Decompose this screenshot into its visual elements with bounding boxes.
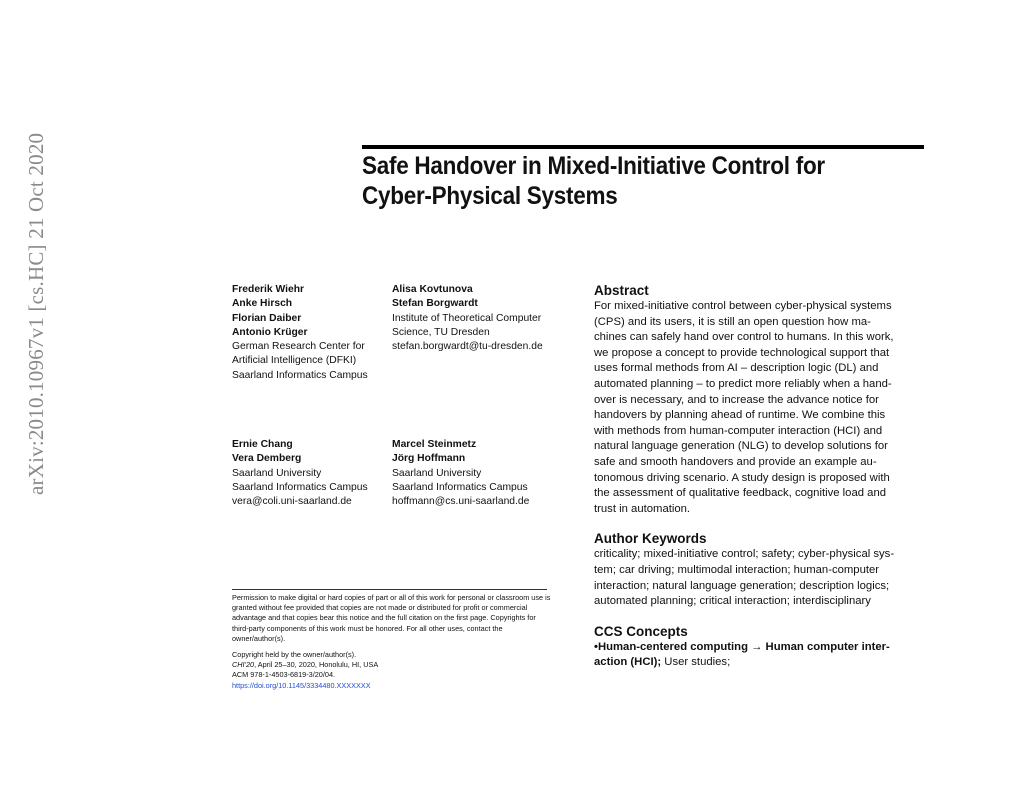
abstract-body bbox=[594, 299, 912, 517]
keywords-line: criticality; mixed-initiative control; safety; cyber-physical sys- bbox=[594, 548, 895, 561]
venue-line bbox=[232, 660, 552, 670]
venue-name: CHI'20 bbox=[232, 660, 255, 670]
keywords-heading: Author Keywords bbox=[594, 531, 707, 547]
author-block-dfki bbox=[232, 283, 368, 383]
acm-line: ACM 978-1-4503-6819-3/20/04. bbox=[232, 670, 336, 680]
affiliation-line: Artificial Intelligence (DFKI) bbox=[232, 355, 357, 367]
abstract-line: tonomous driving scenario. A study design is proposed with bbox=[594, 471, 890, 484]
paper-title bbox=[362, 151, 866, 211]
author-name: Antonio Krüger bbox=[232, 326, 308, 338]
author-email[interactable]: hoffmann@cs.uni-saarland.de bbox=[392, 496, 530, 508]
permission-notice bbox=[232, 593, 552, 691]
author-block-uds-2 bbox=[392, 438, 529, 509]
abstract-heading: Abstract bbox=[594, 283, 649, 298]
abstract-line: safe and smooth handovers and provide an example au- bbox=[594, 455, 877, 468]
ccs-subconcept: User studies; bbox=[661, 656, 731, 669]
title-rule bbox=[362, 145, 924, 149]
abstract-line: the assessment of qualitative feedback, cognitive load and bbox=[594, 487, 887, 500]
author-block-uds-1 bbox=[232, 438, 368, 509]
keywords-line: interaction; natural language generation; description logics; bbox=[594, 579, 890, 592]
abstract-line: natural language generation (NLG) to develop solutions for bbox=[594, 440, 888, 453]
ccs-concept: •Human-centered computing → Human computer inter- bbox=[594, 640, 890, 653]
affiliation-line: Saarland University bbox=[392, 467, 482, 479]
permission-rule bbox=[232, 589, 547, 590]
doi-link[interactable]: https://doi.org/10.1145/3334480.XXXXXXX bbox=[232, 680, 371, 690]
author-name: Stefan Borgwardt bbox=[392, 298, 478, 310]
author-email[interactable]: vera@coli.uni-saarland.de bbox=[232, 496, 352, 508]
author-name: Jörg Hoffmann bbox=[392, 453, 466, 465]
abstract-line: handovers by planning ahead of runtime. We combine this bbox=[594, 409, 886, 422]
affiliation-line: German Research Center for bbox=[232, 341, 365, 353]
abstract-line: uses formal methods from AI – description logic (DL) and bbox=[594, 362, 879, 375]
ccs-concept-cont: action (HCI); bbox=[594, 656, 662, 669]
abstract-line: (CPS) and its users, it is still an open question how ma- bbox=[594, 315, 871, 328]
right-column bbox=[594, 282, 912, 671]
author-name: Frederik Wiehr bbox=[232, 284, 305, 295]
title-line-1: Safe Handover in Mixed-Initiative Control for bbox=[362, 152, 825, 180]
abstract-line: chines can safely hand over control to humans. In this work, bbox=[594, 331, 894, 344]
ccs-body bbox=[594, 640, 912, 671]
ccs-heading: CCS Concepts bbox=[594, 623, 688, 639]
author-name: Marcel Steinmetz bbox=[392, 439, 477, 450]
keywords-line: tem; car driving; multimodal interaction; human-computer bbox=[594, 563, 880, 576]
author-name: Alisa Kovtunova bbox=[392, 284, 473, 295]
abstract-line: with methods from human-computer interaction (HCI) and bbox=[594, 424, 883, 437]
abstract-line: we propose a concept to provide technological support that bbox=[594, 346, 890, 359]
affiliation-line: Science, TU Dresden bbox=[392, 326, 490, 338]
author-name: Ernie Chang bbox=[232, 439, 293, 450]
copyright-line: Copyright held by the owner/author(s). bbox=[232, 650, 357, 660]
abstract-line: automated planning – to predict more reliably when a hand- bbox=[594, 377, 892, 390]
arxiv-stamp: arXiv:2010.10967v1 [cs.HC] 21 Oct 2020 bbox=[24, 132, 48, 495]
title-line-2: Cyber-Physical Systems bbox=[362, 182, 618, 210]
affiliation-line: Institute of Theoretical Computer bbox=[392, 312, 542, 324]
author-block-tud bbox=[392, 283, 543, 354]
author-name: Florian Daiber bbox=[232, 312, 302, 324]
abstract-line: trust in automation. bbox=[594, 502, 691, 515]
affiliation-line: Saarland University bbox=[232, 467, 322, 479]
venue-details: , April 25–30, 2020, Honolulu, HI, USA bbox=[254, 660, 379, 670]
affiliation-line: Saarland Informatics Campus bbox=[392, 481, 528, 493]
permission-text: Permission to make digital or hard copies of part or all of this work for personal or classroom use is granted without fee provided that copies are not made or distributed for profit or commercial advantage and that copies bear this notice and the full citation on the first page. Copyrights for third-party components of this work must be honored. For all other uses, contact the owner/author(s). bbox=[232, 593, 551, 643]
author-name: Anke Hirsch bbox=[232, 298, 293, 310]
keywords-body bbox=[594, 547, 912, 609]
author-name: Vera Demberg bbox=[232, 453, 302, 465]
author-email[interactable]: stefan.borgwardt@tu-dresden.de bbox=[392, 341, 543, 353]
affiliation-line: Saarland Informatics Campus bbox=[232, 481, 368, 493]
affiliation-line: Saarland Informatics Campus bbox=[232, 369, 368, 381]
abstract-line: For mixed-initiative control between cyber-physical systems bbox=[594, 300, 892, 312]
abstract-line: over is necessary, and to increase the advance notice for bbox=[594, 393, 879, 406]
keywords-line: automated planning; critical interaction; interdisciplinary bbox=[594, 595, 871, 608]
